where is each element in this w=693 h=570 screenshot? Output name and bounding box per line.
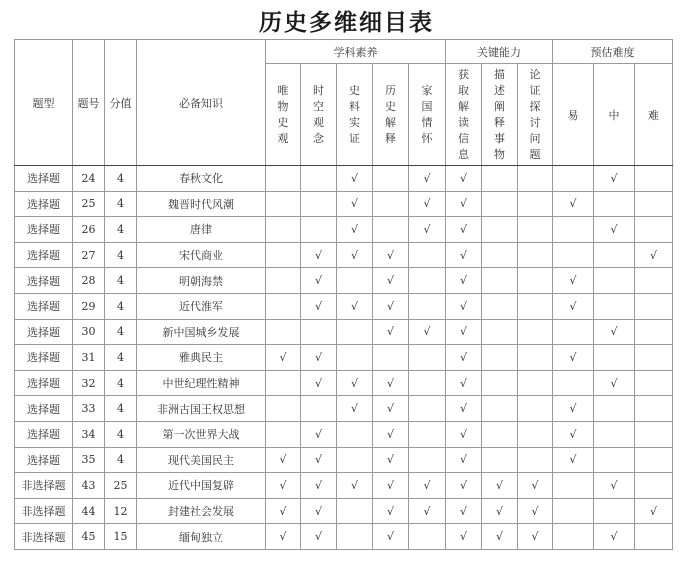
check-cell <box>594 345 635 371</box>
check-cell: √ <box>482 524 518 550</box>
check-cell: √ <box>301 498 337 524</box>
check-cell <box>301 396 337 422</box>
table-row <box>15 498 673 524</box>
check-cell: √ <box>301 447 337 473</box>
header-ability-0 <box>446 64 482 166</box>
check-cell <box>482 268 518 294</box>
check-cell <box>553 217 594 243</box>
cell-knowledge: 雅典民主 <box>137 345 266 371</box>
check-cell <box>594 268 635 294</box>
check-cell: √ <box>409 191 446 217</box>
header-ability-2 <box>518 64 553 166</box>
cell-type: 选择题 <box>15 217 73 243</box>
table-row <box>15 473 673 499</box>
check-cell <box>518 217 553 243</box>
cell-knowledge: 近代淮军 <box>137 293 266 319</box>
check-cell: √ <box>337 396 373 422</box>
check-cell: √ <box>594 524 635 550</box>
check-cell: √ <box>337 370 373 396</box>
header-label: 论证探讨问题 <box>529 67 541 161</box>
check-cell <box>594 242 635 268</box>
check-cell: √ <box>446 319 482 345</box>
check-cell: √ <box>446 242 482 268</box>
cell-number: 32 <box>73 370 105 396</box>
cell-score: 4 <box>105 319 137 345</box>
cell-score: 4 <box>105 293 137 319</box>
check-cell <box>518 447 553 473</box>
cell-knowledge: 缅甸独立 <box>137 524 266 550</box>
check-cell <box>518 166 553 192</box>
check-cell: √ <box>373 473 409 499</box>
header-literacy-4 <box>409 64 446 166</box>
check-cell: √ <box>337 191 373 217</box>
check-cell <box>635 166 673 192</box>
check-cell <box>635 293 673 319</box>
check-cell: √ <box>594 217 635 243</box>
check-cell: √ <box>373 242 409 268</box>
check-cell <box>266 293 301 319</box>
check-cell: √ <box>301 524 337 550</box>
table-row <box>15 217 673 243</box>
cell-score: 4 <box>105 345 137 371</box>
check-cell <box>482 370 518 396</box>
check-cell: √ <box>446 217 482 243</box>
check-cell <box>337 447 373 473</box>
check-cell <box>337 498 373 524</box>
check-cell <box>301 191 337 217</box>
check-cell: √ <box>482 473 518 499</box>
check-cell: √ <box>553 293 594 319</box>
check-cell <box>553 473 594 499</box>
check-cell <box>482 396 518 422</box>
cell-knowledge: 明朝海禁 <box>137 268 266 294</box>
page-title: 历史多维细目表 <box>259 10 434 36</box>
cell-number: 30 <box>73 319 105 345</box>
header-label: 唯物史观 <box>277 83 289 145</box>
check-cell <box>635 370 673 396</box>
check-cell <box>594 447 635 473</box>
table-row <box>15 396 673 422</box>
table-row <box>15 242 673 268</box>
cell-type: 选择题 <box>15 345 73 371</box>
cell-number: 27 <box>73 242 105 268</box>
check-cell: √ <box>337 293 373 319</box>
check-cell: √ <box>409 473 446 499</box>
cell-score: 4 <box>105 242 137 268</box>
header-type: 题型 <box>15 40 73 166</box>
cell-number: 25 <box>73 191 105 217</box>
check-cell: √ <box>594 319 635 345</box>
cell-type: 非选择题 <box>15 498 73 524</box>
header-literacy-0 <box>266 64 301 166</box>
check-cell: √ <box>446 345 482 371</box>
check-cell: √ <box>594 473 635 499</box>
check-cell: √ <box>553 421 594 447</box>
table-row <box>15 421 673 447</box>
check-cell: √ <box>301 345 337 371</box>
header-label: 描述阐释事物 <box>494 67 505 161</box>
header-knowledge: 必备知识 <box>137 40 266 166</box>
check-cell <box>266 191 301 217</box>
check-cell <box>409 396 446 422</box>
check-cell <box>266 396 301 422</box>
check-cell <box>635 268 673 294</box>
check-cell <box>266 242 301 268</box>
cell-type: 选择题 <box>15 166 73 192</box>
cell-number: 35 <box>73 447 105 473</box>
header-ability-1 <box>482 64 518 166</box>
cell-score: 4 <box>105 370 137 396</box>
check-cell <box>635 191 673 217</box>
check-cell <box>518 396 553 422</box>
check-cell: √ <box>337 217 373 243</box>
check-cell <box>594 421 635 447</box>
check-cell <box>373 191 409 217</box>
header-label: 家国情怀 <box>421 83 433 145</box>
check-cell: √ <box>373 268 409 294</box>
check-cell <box>301 217 337 243</box>
cell-type: 选择题 <box>15 421 73 447</box>
check-cell <box>337 524 373 550</box>
cell-knowledge: 第一次世界大战 <box>137 421 266 447</box>
check-cell: √ <box>373 319 409 345</box>
check-cell <box>594 498 635 524</box>
check-cell <box>635 421 673 447</box>
check-cell <box>482 242 518 268</box>
check-cell <box>518 293 553 319</box>
check-cell <box>482 447 518 473</box>
check-cell: √ <box>266 345 301 371</box>
header-group-ability: 关键能力 <box>446 40 553 64</box>
check-cell <box>409 370 446 396</box>
header-score: 分值 <box>105 40 137 166</box>
cell-knowledge: 封建社会发展 <box>137 498 266 524</box>
check-cell <box>594 191 635 217</box>
check-cell <box>409 524 446 550</box>
check-cell <box>635 396 673 422</box>
check-cell: √ <box>446 524 482 550</box>
check-cell <box>373 166 409 192</box>
check-cell: √ <box>553 396 594 422</box>
header-group-literacy: 学科素养 <box>266 40 446 64</box>
table-header <box>15 40 673 166</box>
cell-number: 43 <box>73 473 105 499</box>
check-cell: √ <box>301 242 337 268</box>
cell-score: 4 <box>105 191 137 217</box>
check-cell: √ <box>409 498 446 524</box>
check-cell: √ <box>446 447 482 473</box>
cell-knowledge: 魏晋时代风潮 <box>137 191 266 217</box>
check-cell <box>594 293 635 319</box>
cell-score: 25 <box>105 473 137 499</box>
check-cell: √ <box>301 268 337 294</box>
check-cell: √ <box>446 191 482 217</box>
cell-number: 44 <box>73 498 105 524</box>
check-cell: √ <box>553 191 594 217</box>
cell-type: 非选择题 <box>15 473 73 499</box>
check-cell: √ <box>373 293 409 319</box>
check-cell <box>409 293 446 319</box>
header-number: 题号 <box>73 40 105 166</box>
cell-number: 28 <box>73 268 105 294</box>
check-cell: √ <box>373 498 409 524</box>
cell-type: 选择题 <box>15 370 73 396</box>
check-cell <box>373 345 409 371</box>
table-row <box>15 293 673 319</box>
check-cell: √ <box>553 268 594 294</box>
check-cell: √ <box>301 293 337 319</box>
cell-score: 12 <box>105 498 137 524</box>
check-cell: √ <box>635 498 673 524</box>
check-cell <box>482 293 518 319</box>
check-cell <box>553 242 594 268</box>
cell-type: 选择题 <box>15 268 73 294</box>
check-cell <box>337 319 373 345</box>
cell-type: 选择题 <box>15 447 73 473</box>
cell-score: 4 <box>105 166 137 192</box>
cell-type: 选择题 <box>15 242 73 268</box>
check-cell: √ <box>518 524 553 550</box>
check-cell: √ <box>518 473 553 499</box>
header-label: 获取解读信息 <box>458 67 469 161</box>
check-cell <box>301 166 337 192</box>
cell-score: 4 <box>105 421 137 447</box>
header-label: 时空观念 <box>313 83 324 145</box>
check-cell <box>266 166 301 192</box>
check-cell <box>553 166 594 192</box>
cell-type: 非选择题 <box>15 524 73 550</box>
check-cell: √ <box>518 498 553 524</box>
check-cell: √ <box>373 396 409 422</box>
table-row <box>15 345 673 371</box>
check-cell: √ <box>266 524 301 550</box>
check-cell <box>553 370 594 396</box>
cell-knowledge: 近代中国复辟 <box>137 473 266 499</box>
check-cell <box>266 319 301 345</box>
check-cell: √ <box>409 217 446 243</box>
header-difficulty-hard: 难 <box>635 64 673 166</box>
check-cell <box>635 447 673 473</box>
header-literacy-2 <box>337 64 373 166</box>
check-cell <box>337 421 373 447</box>
check-cell <box>482 191 518 217</box>
check-cell <box>518 421 553 447</box>
check-cell <box>266 370 301 396</box>
cell-knowledge: 唐律 <box>137 217 266 243</box>
check-cell: √ <box>446 293 482 319</box>
check-cell: √ <box>446 396 482 422</box>
check-cell <box>518 191 553 217</box>
check-cell: √ <box>301 370 337 396</box>
check-cell <box>635 345 673 371</box>
table-row <box>15 319 673 345</box>
check-cell <box>373 217 409 243</box>
check-cell <box>518 242 553 268</box>
check-cell <box>553 319 594 345</box>
table-row <box>15 524 673 550</box>
check-cell <box>482 421 518 447</box>
check-cell <box>482 217 518 243</box>
check-cell: √ <box>373 370 409 396</box>
check-cell <box>518 345 553 371</box>
table-row <box>15 447 673 473</box>
cell-knowledge: 春秋文化 <box>137 166 266 192</box>
header-label: 历史解释 <box>385 83 396 145</box>
check-cell <box>594 396 635 422</box>
header-literacy-1 <box>301 64 337 166</box>
check-cell <box>518 370 553 396</box>
check-cell: √ <box>301 473 337 499</box>
table-row <box>15 370 673 396</box>
check-cell <box>409 242 446 268</box>
cell-number: 34 <box>73 421 105 447</box>
check-cell: √ <box>409 166 446 192</box>
cell-number: 24 <box>73 166 105 192</box>
check-cell <box>409 421 446 447</box>
cell-knowledge: 宋代商业 <box>137 242 266 268</box>
check-cell <box>409 345 446 371</box>
check-cell: √ <box>446 166 482 192</box>
cell-score: 15 <box>105 524 137 550</box>
cell-score: 4 <box>105 447 137 473</box>
check-cell <box>409 447 446 473</box>
check-cell: √ <box>337 473 373 499</box>
check-cell: √ <box>373 421 409 447</box>
cell-type: 选择题 <box>15 293 73 319</box>
check-cell: √ <box>446 498 482 524</box>
check-cell: √ <box>635 242 673 268</box>
check-cell: √ <box>553 447 594 473</box>
check-cell <box>635 524 673 550</box>
check-cell <box>266 217 301 243</box>
check-cell <box>635 319 673 345</box>
check-cell <box>482 166 518 192</box>
check-cell: √ <box>266 473 301 499</box>
table-body <box>15 166 673 550</box>
check-cell: √ <box>446 268 482 294</box>
check-cell <box>482 319 518 345</box>
check-cell: √ <box>337 166 373 192</box>
header-difficulty-medium: 中 <box>594 64 635 166</box>
check-cell: √ <box>446 473 482 499</box>
check-cell: √ <box>266 447 301 473</box>
cell-number: 26 <box>73 217 105 243</box>
check-cell <box>266 421 301 447</box>
check-cell <box>337 268 373 294</box>
check-cell <box>518 319 553 345</box>
table-row <box>15 166 673 192</box>
cell-score: 4 <box>105 217 137 243</box>
check-cell <box>635 217 673 243</box>
cell-knowledge: 新中国城乡发展 <box>137 319 266 345</box>
check-cell <box>337 345 373 371</box>
table-row <box>15 268 673 294</box>
cell-type: 选择题 <box>15 396 73 422</box>
check-cell: √ <box>373 524 409 550</box>
check-cell: √ <box>373 447 409 473</box>
cell-type: 选择题 <box>15 191 73 217</box>
check-cell <box>301 319 337 345</box>
cell-score: 4 <box>105 268 137 294</box>
cell-knowledge: 现代美国民主 <box>137 447 266 473</box>
check-cell: √ <box>337 242 373 268</box>
cell-number: 29 <box>73 293 105 319</box>
check-cell <box>266 268 301 294</box>
cell-knowledge: 非洲古国王权思想 <box>137 396 266 422</box>
check-cell <box>518 268 553 294</box>
check-cell: √ <box>594 370 635 396</box>
header-label: 史料实证 <box>349 83 360 145</box>
specification-table <box>14 39 673 550</box>
check-cell <box>482 345 518 371</box>
table-row <box>15 191 673 217</box>
cell-number: 31 <box>73 345 105 371</box>
check-cell: √ <box>594 166 635 192</box>
check-cell: √ <box>409 319 446 345</box>
header-difficulty-easy: 易 <box>553 64 594 166</box>
check-cell <box>635 473 673 499</box>
check-cell <box>409 268 446 294</box>
check-cell: √ <box>446 421 482 447</box>
cell-knowledge: 中世纪理性精神 <box>137 370 266 396</box>
header-group-difficulty: 预估难度 <box>553 40 673 64</box>
cell-number: 33 <box>73 396 105 422</box>
cell-number: 45 <box>73 524 105 550</box>
cell-score: 4 <box>105 396 137 422</box>
check-cell: √ <box>446 370 482 396</box>
check-cell: √ <box>266 498 301 524</box>
check-cell: √ <box>553 345 594 371</box>
check-cell <box>553 498 594 524</box>
check-cell: √ <box>301 421 337 447</box>
check-cell: √ <box>482 498 518 524</box>
cell-type: 选择题 <box>15 319 73 345</box>
header-literacy-3 <box>373 64 409 166</box>
check-cell <box>553 524 594 550</box>
